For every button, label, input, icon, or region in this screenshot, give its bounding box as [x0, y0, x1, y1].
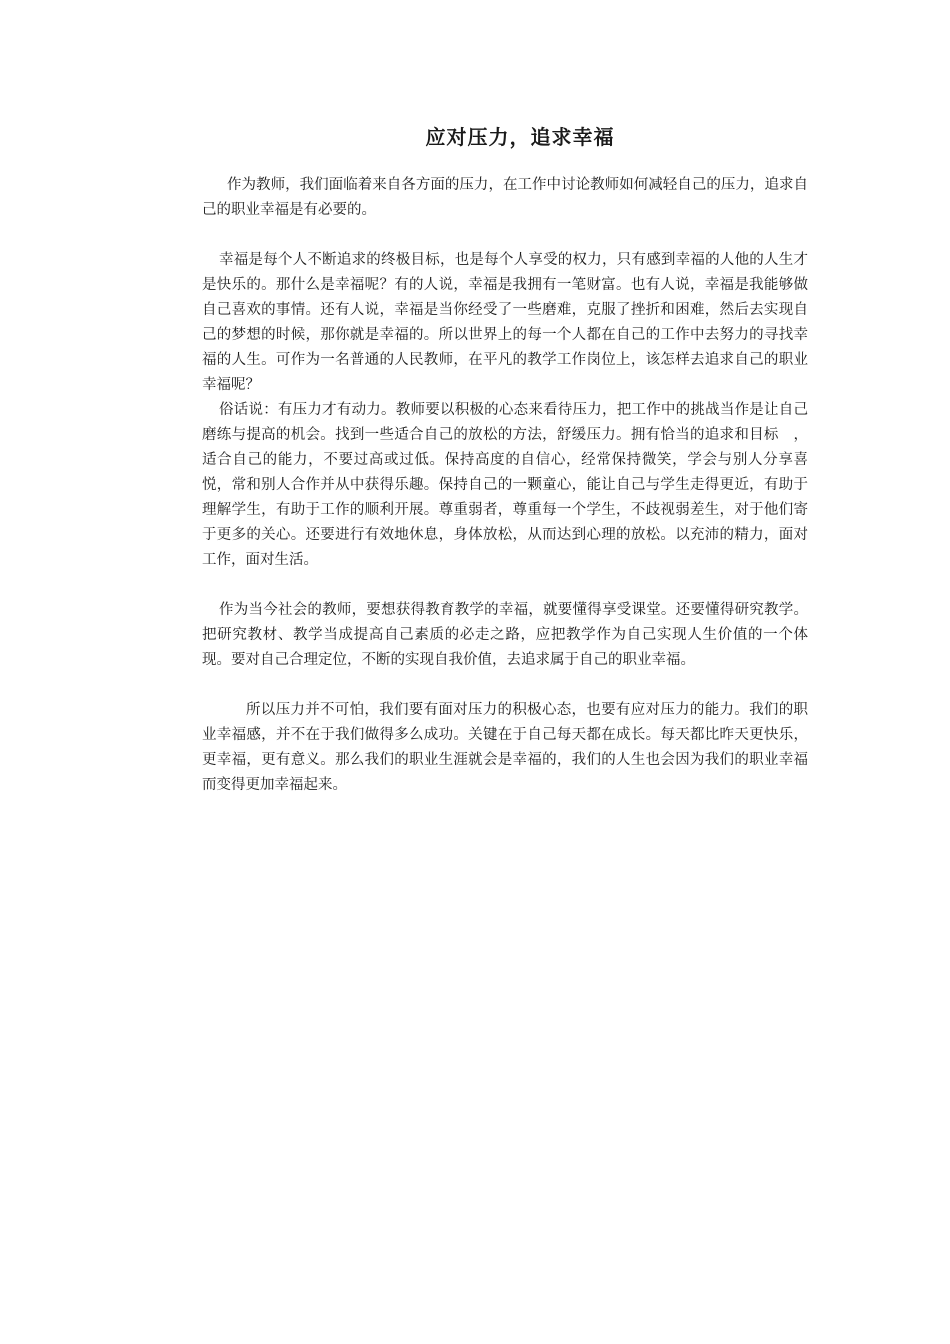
paragraph-gap	[202, 673, 808, 698]
paragraph-pressure: 俗话说：有压力才有动力。教师要以积极的心态来看待压力，把工作中的挑战当作是让自己磨练与提高的机会。找到一些适合自己的放松的方法，舒缓压力。拥有恰当的追求和目标 ，适合自己的能力，不要过高或过低。保持高度的自信心，经常保持微笑，学会与别人分享喜悦，常和别人合作并从中获得乐趣。保持自己的一颗童心，能让自己与学生走得更近，有助于理解学生，有助于工作的顺利开展。尊重弱者，尊重每一个学生，不歧视弱差生，对于他们寄于更多的关心。还要进行有效地休息，身体放松，从而达到心理的放松。以充沛的精力，面对工作，面对生活。	[202, 402, 808, 568]
paragraph-happiness: 幸福是每个人不断追求的终极目标，也是每个人享受的权力，只有感到幸福的人他的人生才是快乐的。那什么是幸福呢？有的人说，幸福是我拥有一笔财富。也有人说，幸福是我能够做自己喜欢的事情。还有人说，幸福是当你经受了一些磨难，克服了挫折和困难，然后去实现自己的梦想的时候，那你就是幸福的。所以世界上的每一个人都在自己的工作中去努力的寻找幸福的人生。可作为一名普通的人民教师，在平凡的教学工作岗位上，该怎样去追求自己的职业幸福呢？	[202, 252, 808, 393]
paragraph-gap	[202, 573, 808, 598]
paragraph-intro: 作为教师，我们面临着来自各方面的压力，在工作中讨论教师如何减轻自己的压力，追求自己的职业幸福是有必要的。	[202, 177, 808, 218]
document-title: 应对压力，追求幸福	[425, 125, 615, 149]
paragraph-conclusion: 所以压力并不可怕，我们要有面对压力的积极心态，也要有应对压力的能力。我们的职业幸福感，并不在于我们做得多么成功。关键在于自己每天都在成长。每天都比昨天更快乐，更幸福，更有意义。那么我们的职业生涯就会是幸福的，我们的人生也会因为我们的职业幸福而变得更加幸福起来。	[202, 702, 808, 793]
document-body	[202, 173, 808, 798]
paragraph-teaching: 作为当今社会的教师，要想获得教育教学的幸福，就要懂得享受课堂。还要懂得研究教学。把研究教材、教学当成提高自己素质的必走之路，应把教学作为自己实现人生价值的一个体现。要对自己合理定位，不断的实现自我价值，去追求属于自己的职业幸福。	[202, 602, 808, 668]
paragraph-gap	[202, 223, 808, 248]
